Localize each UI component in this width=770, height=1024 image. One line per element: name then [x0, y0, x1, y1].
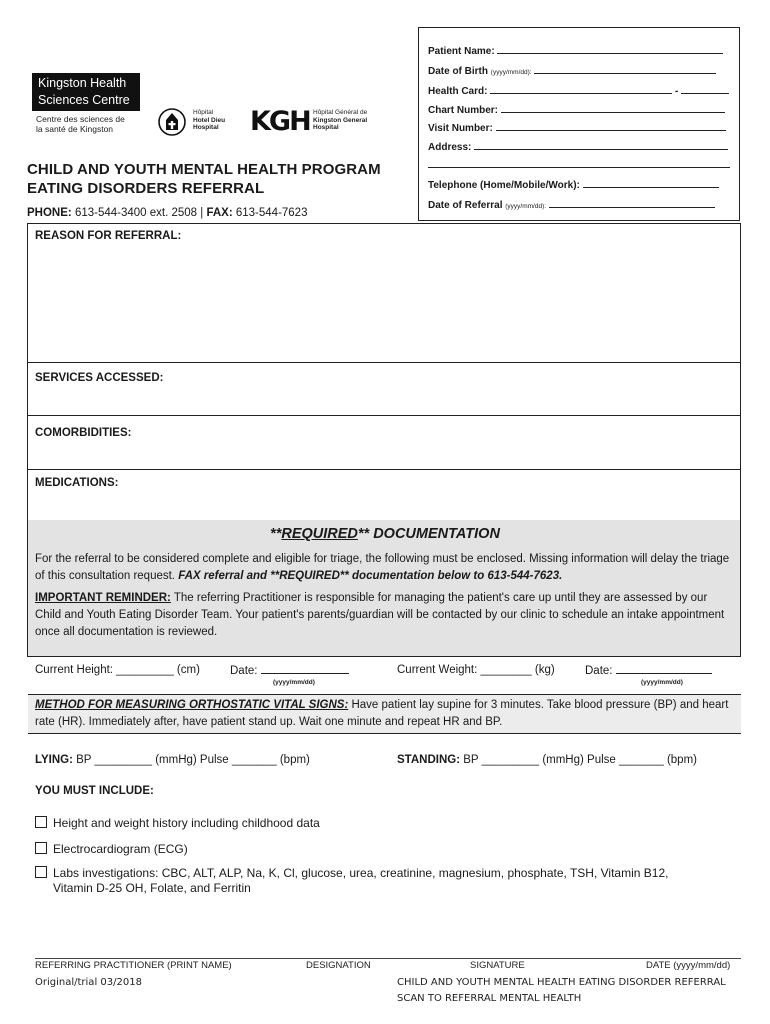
referral-date-field[interactable]: [428, 198, 715, 211]
telephone-field[interactable]: [428, 178, 719, 191]
khsc-fr-line2: la santé de Kingston: [36, 124, 114, 134]
medications-input-area[interactable]: [28, 492, 740, 518]
patient-name-label: Patient Name:: [428, 46, 495, 57]
referral-date-format: (yyyy/mm/dd):: [505, 203, 547, 210]
dob-field[interactable]: [428, 64, 716, 77]
hotel-dieu-name: [193, 109, 225, 132]
referral-date-label: Date of Referral: [428, 200, 503, 211]
signature-date-label: DATE (yyyy/mm/dd): [646, 960, 731, 971]
health-card-field[interactable]: [428, 84, 729, 97]
hotel-dieu-logo-icon: [158, 108, 186, 136]
address-field[interactable]: [428, 140, 728, 153]
method-instructions: [35, 697, 735, 731]
address-line-2[interactable]: [428, 158, 730, 171]
checklist-text-ecg: Electrocardiogram (ECG): [53, 842, 188, 856]
signature-line[interactable]: [35, 958, 741, 959]
phone-label: PHONE:: [27, 207, 72, 219]
visit-number-field[interactable]: [428, 121, 726, 134]
address-line-2-underline[interactable]: [428, 158, 730, 168]
form-version: Original/trial 03/2018: [35, 977, 142, 988]
services-label: SERVICES ACCESSED:: [35, 372, 164, 384]
method-title: METHOD FOR MEASURING ORTHOSTATIC VITAL SIGNS:: [35, 699, 349, 711]
designation-label: DESIGNATION: [306, 960, 371, 971]
chart-number-line[interactable]: [501, 103, 725, 113]
visit-number-label: Visit Number:: [428, 123, 493, 134]
form-id-line2: SCAN TO REFERRAL MENTAL HEALTH: [397, 993, 582, 1004]
visit-number-line[interactable]: [496, 121, 726, 131]
checkbox-labs[interactable]: [35, 866, 47, 878]
hdh-line1: Hôpital: [193, 109, 214, 116]
lying-bp-pulse[interactable]: BP _________ (mmHg) Pulse _______ (bpm): [76, 754, 310, 766]
checklist-text-history: Height and weight history including childhood data: [53, 816, 320, 830]
divider: [27, 362, 741, 363]
referral-date-line[interactable]: [549, 198, 715, 208]
lying-label: LYING:: [35, 754, 73, 766]
checkbox-history[interactable]: [35, 816, 47, 828]
height-date-format: (yyyy/mm/dd): [273, 679, 315, 686]
chart-number-label: Chart Number:: [428, 105, 499, 116]
fax-instructions: FAX referral and **REQUIRED** documentation below to 613-544-7623.: [178, 570, 563, 582]
standing-label: STANDING:: [397, 754, 461, 766]
kgh-line3: Hospital: [313, 124, 339, 131]
health-card-separator: -: [675, 86, 679, 97]
fax-value: 613-544-7623: [235, 207, 308, 219]
checklist-item-ecg[interactable]: [35, 842, 188, 856]
dob-label: Date of Birth: [428, 66, 488, 77]
contact-line: [27, 207, 307, 219]
health-card-line[interactable]: [490, 84, 672, 94]
chart-number-field[interactable]: [428, 103, 725, 116]
address-label: Address:: [428, 142, 472, 153]
required-title-pre: **: [270, 526, 282, 542]
weight-date-line[interactable]: [616, 664, 712, 674]
reason-input-area[interactable]: [28, 245, 740, 360]
phone-value: 613-544-3400 ext. 2508 |: [74, 207, 204, 219]
divider: [27, 469, 741, 470]
kgh-logo: KGH: [250, 106, 310, 137]
form-title-line1: CHILD AND YOUTH MENTAL HEALTH PROGRAM: [27, 161, 381, 178]
checkbox-ecg[interactable]: [35, 842, 47, 854]
medications-label: MEDICATIONS:: [35, 477, 119, 489]
required-instructions: [35, 551, 735, 585]
weight-date-field[interactable]: [585, 664, 712, 677]
include-title: YOU MUST INCLUDE:: [35, 785, 154, 797]
divider: [27, 415, 741, 416]
address-line[interactable]: [474, 140, 728, 150]
signature-label: SIGNATURE: [470, 960, 525, 971]
health-card-label: Health Card:: [428, 86, 488, 97]
khsc-logo-line1: Kingston Health: [38, 76, 127, 90]
checklist-item-history[interactable]: [35, 816, 320, 830]
telephone-line[interactable]: [583, 178, 719, 188]
height-date-label: Date:: [230, 665, 258, 677]
checklist-text-labs: Labs investigations: CBC, ALT, ALP, Na, K, Cl, glucose, urea, creatinine, magnesium, phosphate, TSH, Vitamin B12,: [53, 866, 669, 880]
telephone-label: Telephone (Home/Mobile/Work):: [428, 180, 580, 191]
required-instructions-text: For the referral to be considered complete and eligible for triage, the following must be enclosed. Missing information will delay the triage of this consultation request.: [35, 553, 730, 582]
required-title-word: REQUIRED: [281, 526, 358, 542]
standing-bp-pulse[interactable]: BP _________ (mmHg) Pulse _______ (bpm): [463, 754, 697, 766]
dob-line[interactable]: [534, 64, 716, 74]
lying-vitals[interactable]: [35, 754, 310, 766]
form-title-line2: EATING DISORDERS REFERRAL: [27, 180, 265, 197]
form-id-line1: CHILD AND YOUTH MENTAL HEALTH EATING DISORDER REFERRAL: [397, 977, 726, 988]
khsc-fr-line1: Centre des sciences de: [36, 114, 125, 124]
khsc-logo: [32, 73, 140, 111]
weight-date-label: Date:: [585, 665, 613, 677]
hdh-line3: Hospital: [193, 124, 219, 131]
patient-name-line[interactable]: [497, 44, 723, 54]
important-reminder-label: IMPORTANT REMINDER:: [35, 592, 171, 604]
kgh-line1: Hôpital Général de: [313, 109, 368, 116]
practitioner-name-label: REFERRING PRACTITIONER (PRINT NAME): [35, 960, 232, 971]
height-date-field[interactable]: [230, 664, 349, 677]
kgh-line2: Kingston General: [313, 116, 368, 124]
method-text: Have patient lay supine for 3 minutes. Take blood pressure (BP) and heart rate (HR). Immediately after, have patient stand up. Wait one minute and repeat HR and BP.: [35, 699, 729, 728]
patient-name-field[interactable]: [428, 44, 723, 57]
comorbidities-label: COMORBIDITIES:: [35, 427, 132, 439]
important-reminder-text: The referring Practitioner is responsible for managing the patient's care up until they are assessed by our Child and Youth Eating Disorder Team. Your patient's parents/guardian will be contacted by our clinic to schedule an intake appointment once all documentation is reviewed.: [35, 592, 725, 638]
fax-label: FAX:: [206, 207, 233, 219]
dob-format: (yyyy/mm/dd):: [490, 69, 532, 76]
important-reminder: [35, 590, 735, 641]
form-title: [27, 160, 381, 198]
reason-label: REASON FOR REFERRAL:: [35, 230, 182, 242]
height-field[interactable]: Current Height: _________ (cm): [35, 664, 200, 676]
weight-field[interactable]: Current Weight: ________ (kg): [397, 664, 555, 676]
services-input-area[interactable]: [28, 388, 740, 412]
required-title-post: ** DOCUMENTATION: [357, 526, 500, 542]
height-date-line[interactable]: [261, 664, 349, 674]
khsc-logo-line2: Sciences Centre: [38, 93, 130, 107]
standing-vitals[interactable]: [397, 754, 697, 766]
health-card-version-line[interactable]: [681, 84, 729, 94]
checklist-item-labs[interactable]: [35, 866, 668, 880]
hdh-line2: Hotel Dieu: [193, 116, 226, 124]
kgh-name: [313, 109, 367, 132]
weight-date-format: (yyyy/mm/dd): [641, 679, 683, 686]
comorbidities-input-area[interactable]: [28, 443, 740, 467]
checklist-text-labs-cont: Vitamin D-25 OH, Folate, and Ferritin: [53, 881, 251, 895]
khsc-french-name: [36, 114, 125, 134]
required-documentation-title: [0, 526, 770, 542]
